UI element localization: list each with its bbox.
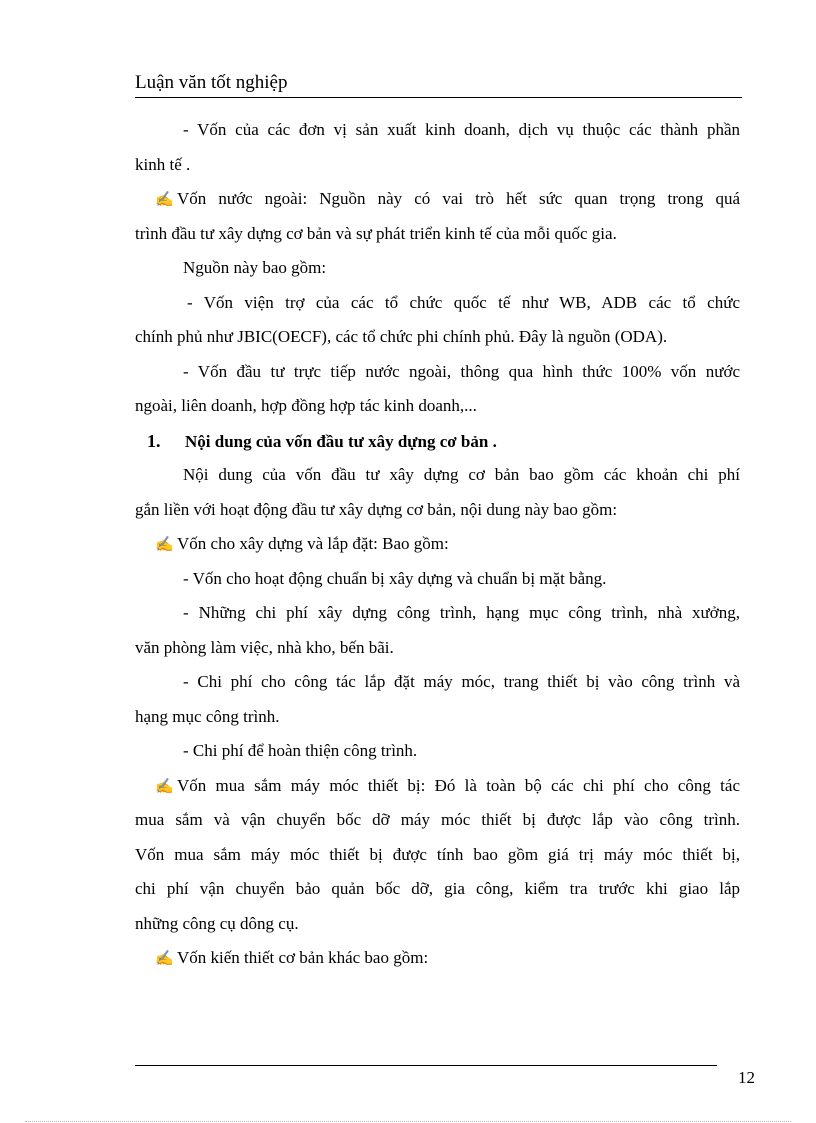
text-line: kinh tế . [135, 154, 191, 174]
writing-hand-icon: ✍ [155, 951, 174, 967]
text-line: trình đầu tư xây dựng cơ bản và sự phát triển kinh tế của mỗi quốc gia. [135, 223, 617, 243]
text-line: Nguồn này bao gồm: [183, 258, 327, 277]
paragraph [135, 941, 740, 976]
running-header: Luận văn tốt nghiệp [135, 71, 742, 98]
text-line: ngoài, liên doanh, hợp đồng hợp tác kinh doanh,... [135, 396, 477, 415]
text-line: hạng mục công trình. [135, 706, 280, 726]
text-line: - Vốn viện trợ của các tổ chức quốc tế như WB, ADB các tổ chức [187, 292, 740, 312]
text-line: gắn liền với hoạt động đầu tư xây dựng cơ bản, nội dung này bao gồm: [135, 499, 618, 519]
paragraph [135, 286, 740, 355]
text-line: Nội dung của vốn đầu tư xây dựng cơ bản bao gồm các khoản chi phí [183, 465, 740, 484]
text-line: - Vốn của các đơn vị sản xuất kinh doanh, dịch vụ thuộc các thành phần [183, 120, 740, 139]
text-span: Vốn mua sắm máy móc thiết bị: Đó là toàn bộ các chi phí cho công tác [177, 775, 740, 795]
paragraph [135, 665, 740, 734]
paragraph [135, 251, 740, 286]
text-span: Vốn cho xây dựng và lắp đặt: Bao gồm: [177, 534, 449, 553]
text-line: chính phủ như JBIC(OECF), các tổ chức phi chính phủ. Đây là nguồn (ODA). [135, 327, 668, 346]
section-title: Nội dung của vốn đầu tư xây dựng cơ bản . [185, 431, 497, 451]
paragraph [135, 527, 740, 562]
text-line: Vốn mua sắm máy móc thiết bị được tính bao gồm giá trị máy móc thiết bị, [135, 844, 740, 864]
paragraph [135, 458, 740, 527]
text-line [135, 182, 740, 217]
document-body [135, 113, 740, 976]
section-number: 1. [147, 430, 161, 451]
text-line [135, 769, 740, 804]
text-line: - Vốn đầu tư trực tiếp nước ngoài, thông qua hình thức 100% vốn nước [183, 361, 740, 381]
page-break-line [25, 1121, 791, 1122]
text-line: những công cụ dông cụ. [135, 913, 299, 933]
text-line: - Chi phí cho công tác lắp đặt máy móc, trang thiết bị vào công trình và [183, 672, 740, 691]
text-line [135, 941, 740, 976]
text-line: - Những chi phí xây dựng công trình, hạng mục công trình, nhà xưởng, [183, 603, 740, 622]
text-line: - Chi phí để hoàn thiện công trình. [183, 741, 418, 760]
paragraph [135, 113, 740, 182]
text-line: chi phí vận chuyển bảo quản bốc dỡ, gia công, kiểm tra trước khi giao lắp [135, 879, 740, 898]
writing-hand-icon: ✍ [155, 192, 174, 208]
paragraph [135, 596, 740, 665]
page-number: 12 [738, 1068, 755, 1087]
paragraph [135, 734, 740, 769]
text-line: - Vốn cho hoạt động chuẩn bị xây dựng và chuẩn bị mặt bằng. [183, 568, 607, 588]
paragraph [135, 182, 740, 251]
footer-divider [135, 1065, 717, 1066]
paragraph [135, 355, 740, 424]
writing-hand-icon: ✍ [155, 537, 174, 553]
section-heading [135, 424, 740, 459]
paragraph [135, 769, 740, 942]
text-line: văn phòng làm việc, nhà kho, bến bãi. [135, 637, 394, 657]
text-line: mua sắm và vận chuyển bốc dỡ máy móc thiết bị được lắp vào công trình. [135, 810, 740, 829]
paragraph [135, 562, 740, 597]
writing-hand-icon: ✍ [155, 778, 174, 795]
text-span: Vốn kiến thiết cơ bản khác bao gồm: [177, 948, 429, 967]
text-span: Vốn nước ngoài: Nguồn này có vai trò hết sức quan trọng trong quá [177, 189, 740, 208]
text-line [135, 527, 740, 562]
